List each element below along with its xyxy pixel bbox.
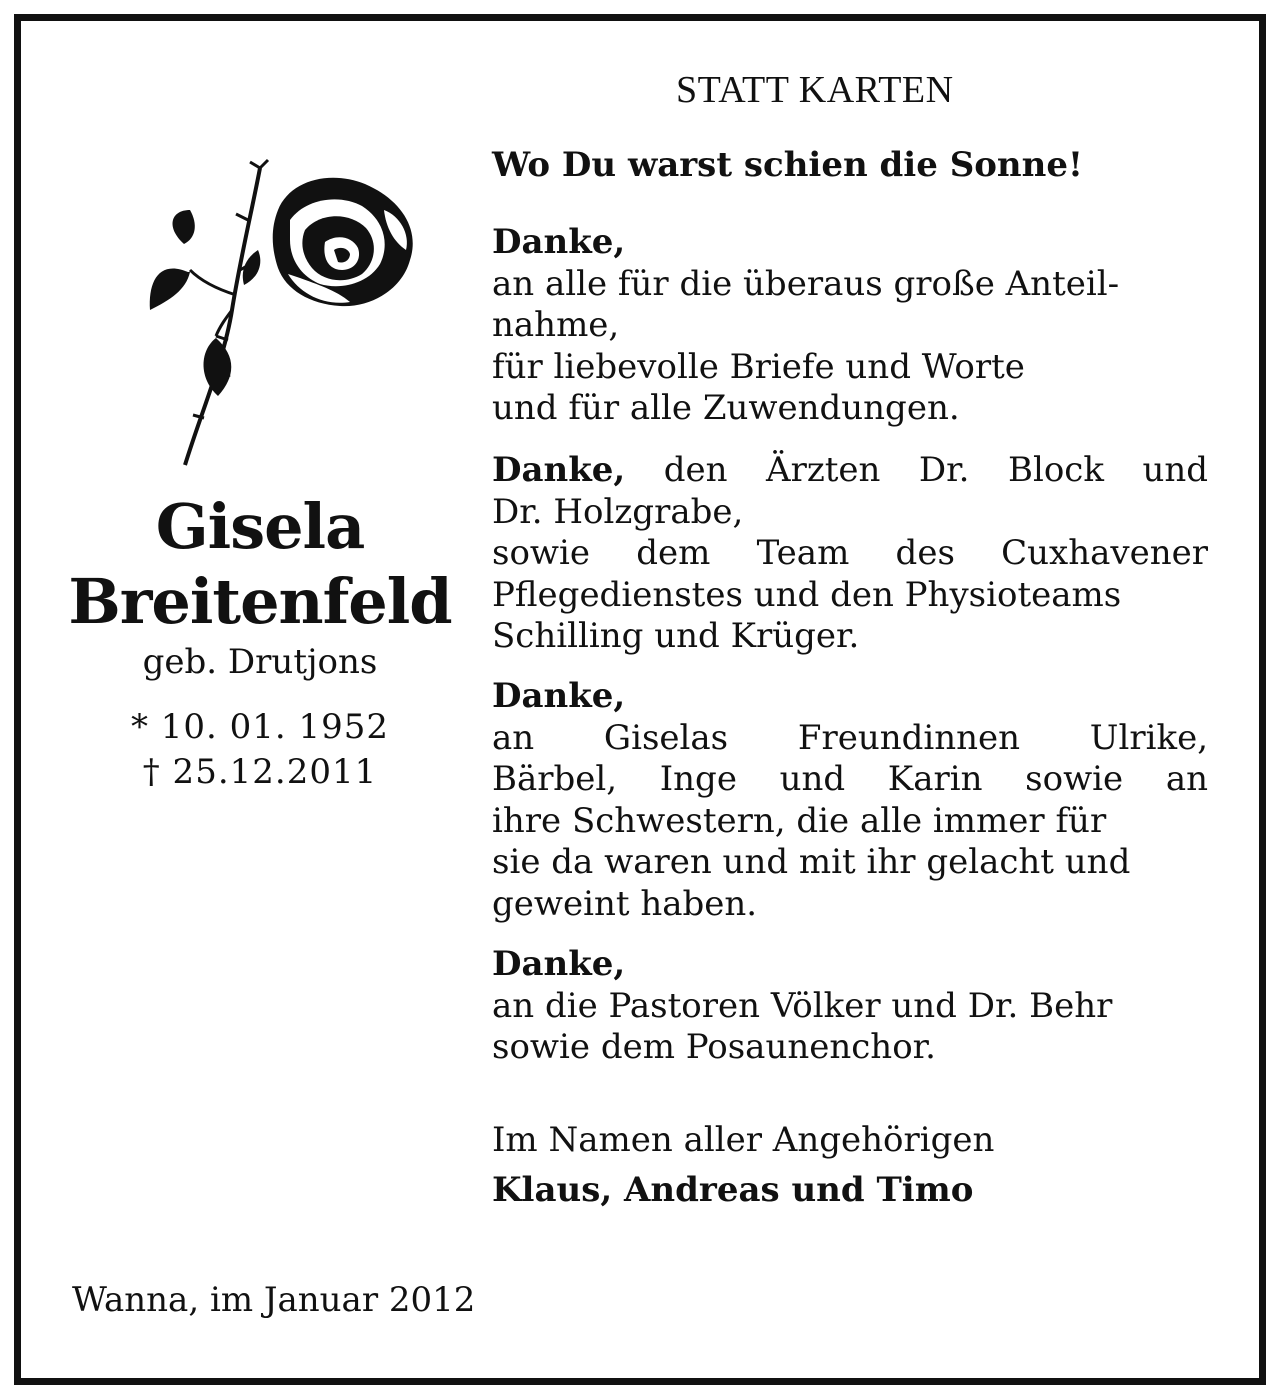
closing-text: Im Namen aller Angehörigen xyxy=(492,1120,995,1160)
thanks-line: an die Pastoren Völker und Dr. Behr xyxy=(492,985,1113,1026)
thanks-line: Pflegedienstes und den Physioteams xyxy=(492,574,1122,615)
thanks-first-line xyxy=(492,450,1208,492)
header-statt-karten: STATT KARTEN xyxy=(676,69,954,111)
thanks-paragraph xyxy=(492,944,1208,1069)
thanks-line: Dr. Holzgrabe, xyxy=(492,491,744,532)
thanks-line: sie da waren und mit ihr gelacht und xyxy=(492,842,1131,882)
thanks-heading: Danke, xyxy=(492,450,626,490)
thanks-heading: Danke, xyxy=(492,222,626,262)
rose-icon xyxy=(140,150,430,470)
deceased-last-name: Breitenfeld xyxy=(68,565,452,638)
death-date: † 25.12.2011 xyxy=(142,752,378,792)
thanks-heading: Danke, xyxy=(492,676,626,716)
thanks-paragraph xyxy=(492,676,1208,925)
thanks-line: sowie dem Team des Cuxhavener xyxy=(492,533,1208,573)
thanks-line: ihre Schwestern, die alle immer für xyxy=(492,800,1107,841)
place-date: Wanna, im Januar 2012 xyxy=(72,1280,476,1320)
thanks-line: nahme, xyxy=(492,305,620,345)
thanks-line: und für alle Zuwendungen. xyxy=(492,388,960,428)
thanks-paragraph xyxy=(492,222,1208,430)
deceased-first-name: Gisela xyxy=(155,490,365,563)
thanks-line: sowie dem Posaunenchor. xyxy=(492,1027,936,1067)
signers: Klaus, Andreas und Timo xyxy=(492,1170,974,1210)
motto: Wo Du warst schien die Sonne! xyxy=(492,145,1083,185)
thanks-line: an alle für die überaus große Anteil- xyxy=(492,263,1120,304)
thanks-line: Bärbel, Inge und Karin sowie an xyxy=(492,759,1208,799)
thanks-paragraph xyxy=(492,450,1208,658)
thanks-inline: den Ärzten Dr. Block und xyxy=(625,450,1208,490)
thanks-line: Schilling und Krüger. xyxy=(492,616,860,656)
thanks-line: geweint haben. xyxy=(492,883,758,924)
thanks-line: für liebevolle Briefe und Worte xyxy=(492,346,1025,387)
birth-date: * 10. 01. 1952 xyxy=(130,707,390,747)
maiden-name: geb. Drutjons xyxy=(142,642,378,682)
thanks-heading: Danke, xyxy=(492,944,626,984)
thanks-line: an Giselas Freundinnen Ulrike, xyxy=(492,717,1208,758)
